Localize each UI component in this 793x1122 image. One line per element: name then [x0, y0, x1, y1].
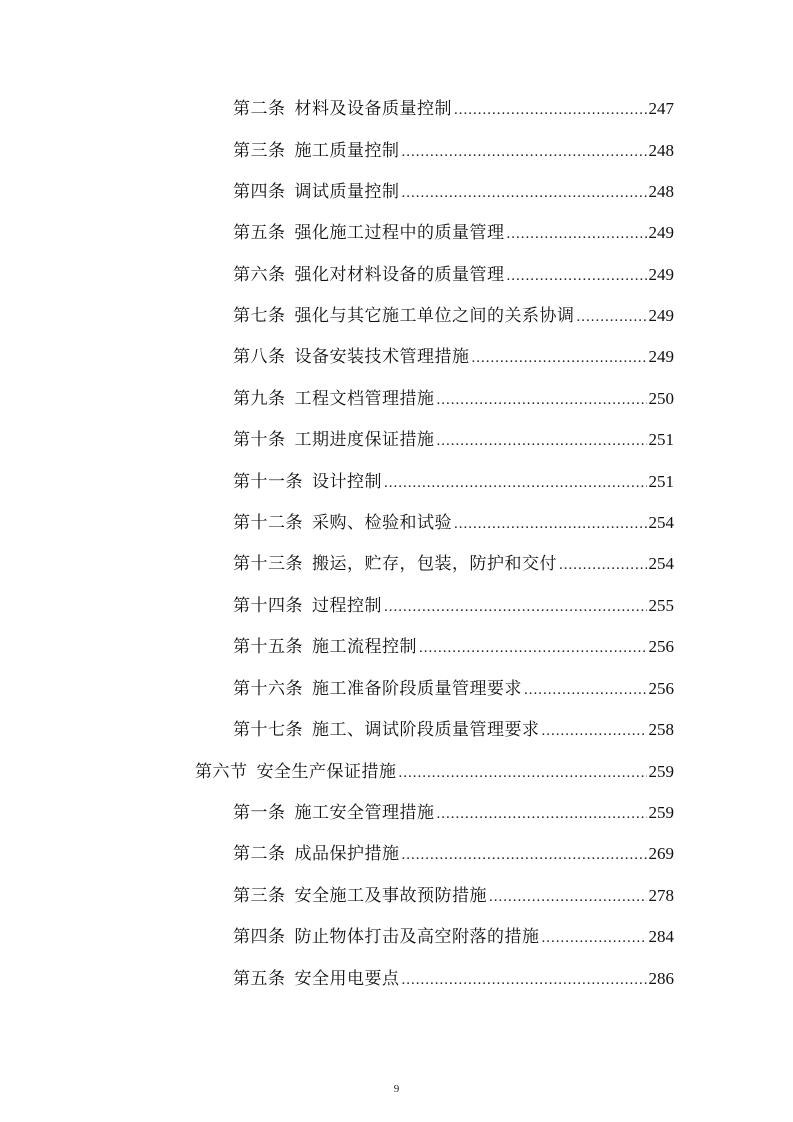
toc-entry-label: 第四条: [233, 927, 286, 947]
toc-entry[interactable]: [233, 301, 674, 331]
toc-entry-title: 设备安装技术管理措施: [294, 347, 470, 367]
dot-leader: [402, 137, 647, 167]
toc-entry-page: 249: [648, 223, 674, 242]
page-number: 9: [393, 1083, 400, 1095]
dot-leader: [437, 385, 647, 415]
toc-entry-page: 258: [648, 720, 674, 739]
dot-leader: [454, 95, 647, 125]
toc-entry-page: 249: [648, 265, 674, 284]
toc-entry[interactable]: [233, 425, 674, 455]
toc-entry[interactable]: [233, 218, 674, 248]
toc-entry[interactable]: [233, 508, 674, 538]
toc-entry-page: 248: [648, 141, 674, 160]
dot-leader: [384, 592, 647, 622]
toc-entry-title: 强化对材料设备的质量管理: [294, 265, 505, 285]
dot-leader: [384, 468, 647, 498]
dot-leader: [542, 716, 647, 746]
toc-entry[interactable]: [233, 964, 674, 994]
toc-entry-page: 284: [648, 927, 674, 946]
toc-entry-title: 施工流程控制: [312, 637, 417, 657]
toc-entry[interactable]: [233, 715, 674, 745]
toc-entry[interactable]: [233, 94, 674, 124]
toc-entry-title: 过程控制: [312, 596, 382, 616]
toc-entry-page: 256: [648, 637, 674, 656]
dot-leader: [507, 219, 647, 249]
dot-leader: [454, 509, 647, 539]
toc-entry-label: 第十五条: [233, 637, 303, 657]
toc-entry[interactable]: [233, 467, 674, 497]
toc-entry[interactable]: [233, 136, 674, 166]
toc-entry-page: 286: [648, 969, 674, 988]
toc-entry[interactable]: [233, 798, 674, 828]
toc-entry[interactable]: [233, 674, 674, 704]
dot-leader: [402, 840, 647, 870]
toc-entry-title: 调试质量控制: [294, 182, 400, 202]
toc-entry-page: 254: [648, 513, 674, 532]
toc-entry[interactable]: [233, 922, 674, 952]
toc-entry-label: 第三条: [233, 886, 286, 906]
toc-entry-page: 278: [648, 886, 674, 905]
toc-section-entry[interactable]: [195, 757, 674, 787]
toc-entry-label: 第五条: [233, 969, 286, 989]
toc-entry-label: 第二条: [233, 99, 286, 119]
toc-entry-label: 第六节: [195, 762, 248, 782]
toc-entry[interactable]: [233, 342, 674, 372]
toc-entry-title: 设计控制: [312, 472, 382, 492]
toc-entry-title: 强化与其它施工单位之间的关系协调: [294, 306, 575, 326]
toc-entry-page: 256: [648, 679, 674, 698]
toc-entry-label: 第五条: [233, 223, 286, 243]
dot-leader: [577, 302, 647, 332]
toc-entry-label: 第十条: [233, 430, 286, 450]
dot-leader: [402, 965, 647, 995]
dot-leader: [437, 799, 647, 829]
dot-leader: [419, 633, 647, 663]
toc-entry[interactable]: [233, 177, 674, 207]
dot-leader: [399, 758, 647, 788]
toc-entry-label: 第六条: [233, 265, 286, 285]
dot-leader: [472, 343, 647, 373]
toc-entry[interactable]: [233, 591, 674, 621]
toc-entry-title: 防止物体打击及高空附落的措施: [294, 927, 540, 947]
toc-entry-page: 259: [648, 803, 674, 822]
toc-entry-title: 工期进度保证措施: [294, 430, 435, 450]
toc-entry-page: 259: [648, 762, 674, 781]
dot-leader: [402, 178, 647, 208]
toc-entry-page: 248: [648, 182, 674, 201]
toc-entry[interactable]: [233, 881, 674, 911]
toc-entry-label: 第十六条: [233, 679, 303, 699]
toc-entry-label: 第八条: [233, 347, 286, 367]
toc-entry-title: 搬运，贮存，包装，防护和交付: [312, 554, 557, 574]
toc-entry-label: 第十七条: [233, 720, 303, 740]
toc-entry[interactable]: [233, 549, 674, 579]
toc-entry-title: 采购、检验和试验: [312, 513, 452, 533]
toc-entry-title: 强化施工过程中的质量管理: [294, 223, 505, 243]
toc-entry-title: 施工安全管理措施: [294, 803, 435, 823]
toc-entry-title: 安全施工及事故预防措施: [294, 886, 487, 906]
toc-entry-title: 安全生产保证措施: [256, 762, 397, 782]
toc-entry-label: 第十四条: [233, 596, 303, 616]
toc-entry-title: 材料及设备质量控制: [294, 99, 452, 119]
toc-entry-label: 第七条: [233, 306, 286, 326]
toc-entry-label: 第十三条: [233, 554, 303, 574]
toc-entry-page: 254: [648, 554, 674, 573]
toc-entry-label: 第三条: [233, 141, 286, 161]
toc-entry-title: 成品保护措施: [294, 844, 400, 864]
toc-entry-page: 249: [648, 306, 674, 325]
toc-entry-label: 第九条: [233, 389, 286, 409]
toc-entry-title: 工程文档管理措施: [294, 389, 435, 409]
dot-leader: [524, 675, 647, 705]
toc-entry-title: 安全用电要点: [294, 969, 400, 989]
dot-leader: [489, 882, 647, 912]
toc-entry-label: 第十一条: [233, 472, 303, 492]
toc-entry[interactable]: [233, 632, 674, 662]
toc-entry-label: 第二条: [233, 844, 286, 864]
toc-entry-page: 269: [648, 844, 674, 863]
toc-entry-title: 施工质量控制: [294, 141, 400, 161]
toc-entry-page: 251: [648, 472, 674, 491]
toc-entry-label: 第一条: [233, 803, 286, 823]
dot-leader: [559, 550, 647, 580]
toc-entry[interactable]: [233, 839, 674, 869]
toc-entry-page: 251: [648, 430, 674, 449]
toc-entry-page: 255: [648, 596, 674, 615]
toc-entry[interactable]: [233, 384, 674, 414]
dot-leader: [507, 261, 647, 291]
toc-entry-title: 施工、调试阶段质量管理要求: [312, 720, 540, 740]
toc-entry-title: 施工准备阶段质量管理要求: [312, 679, 522, 699]
toc-entry[interactable]: [233, 260, 674, 290]
toc-entry-label: 第四条: [233, 182, 286, 202]
dot-leader: [437, 426, 647, 456]
toc-entry-page: 250: [648, 389, 674, 408]
dot-leader: [542, 923, 647, 953]
toc-entry-label: 第十二条: [233, 513, 303, 533]
toc-entry-page: 247: [648, 99, 674, 118]
toc-entry-page: 249: [648, 347, 674, 366]
